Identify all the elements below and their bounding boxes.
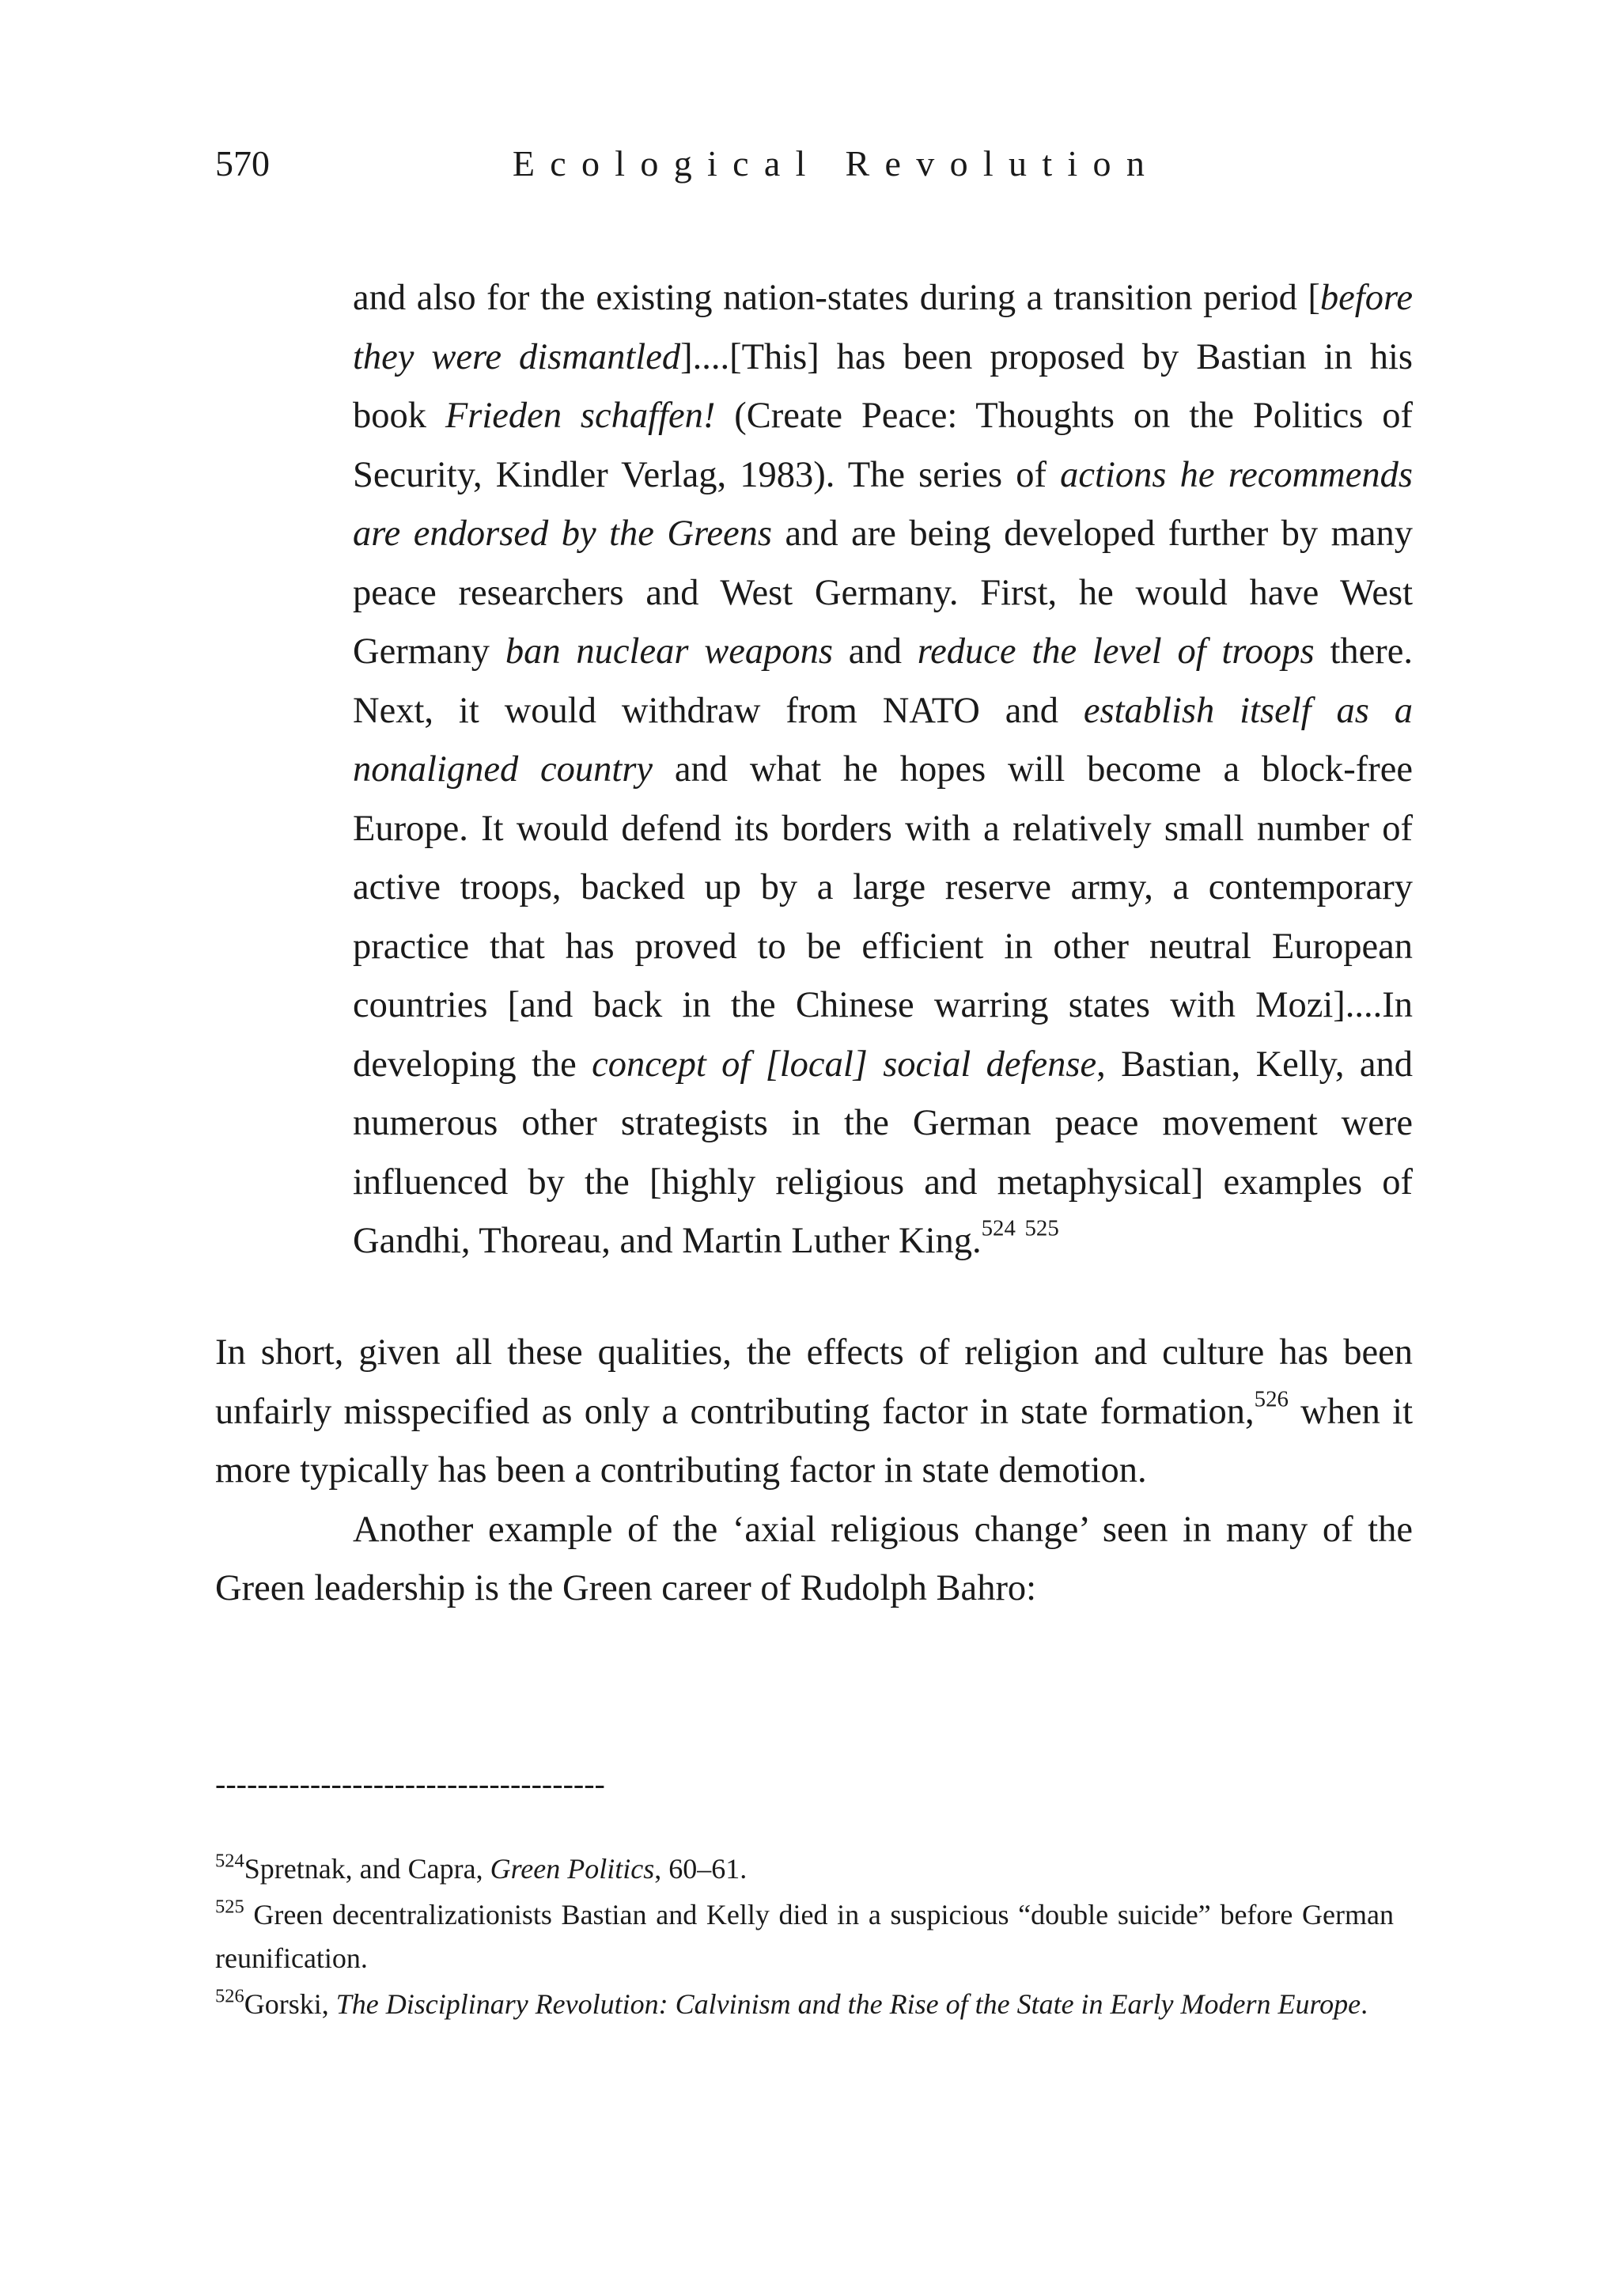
footnote-526 (215, 1983, 1394, 2026)
body-text-span: when it more typically has been a contributing factor in state demotion. (215, 1391, 1413, 1491)
quote-emphasis: ban nuclear weapons (505, 631, 833, 672)
footnote-number: 525 (215, 1896, 244, 1918)
quote-emphasis: before they were dismantled (353, 278, 1413, 377)
quote-emphasis: establish itself as a nonaligned country (353, 690, 1413, 790)
quote-text: there. Next, it would withdraw from NATO and (353, 631, 1414, 731)
footnote-text: Green decentralizationists Bastian and Kelly died in a suspicious “double suicide” before German reunification. (215, 1899, 1394, 1974)
page-header (215, 136, 1410, 191)
footnote-ref-526[interactable]: 526 (1254, 1385, 1289, 1411)
footnote-text: . (1361, 1988, 1368, 2020)
footnote-title: The Disciplinary Revolution: Calvinism and the Rise of the State in Early Modern Europe (335, 1988, 1361, 2020)
running-title: Ecological Revolution (512, 143, 1160, 184)
footnote-text: , 60–61. (654, 1853, 748, 1885)
footnote-ref-525[interactable]: 525 (1024, 1215, 1059, 1241)
block-quote-paragraph (353, 269, 1413, 1271)
footnote-text: Gorski, (244, 1988, 336, 2020)
block-quote (353, 269, 1413, 1271)
body-paragraph-1 (215, 1324, 1413, 1501)
quote-text: ]....[This] has been proposed by Bastian in his book (353, 336, 1413, 436)
footnote-number: 524 (215, 1850, 244, 1872)
quote-text: , Bastian, Kelly, and numerous other strategists in the German peace movement were influenced by the [highly religious and metaphysical] examples of Gandhi, Thoreau, and Martin Luther King. (353, 1044, 1413, 1261)
quote-text: and what he hopes will become a block-free Europe. It would defend its borders with a relatively small number of active troops, backed up by a large reserve army, a contemporary practice that has proved to be efficient in other neutral European countries [and back in the Chinese warring states with Mozi]....In developing the (353, 749, 1413, 1085)
body-text-span: In short, given all these qualities, the effects of religion and culture has been unfairly misspecified as only a contributing factor in state formation, (215, 1332, 1413, 1432)
quote-text: (Create Peace: Thoughts on the Politics of Security, Kindler Verlag, 1983). The series of (353, 396, 1413, 495)
body-paragraph-2: Another example of the ‘axial religious change’ seen in many of the Green leadership is the Green career of Rudolph Bahro: (215, 1509, 1413, 1608)
footnotes (215, 1847, 1394, 2029)
page-number: 570 (215, 143, 270, 184)
quote-text: and are being developed further by many peace researchers and West Germany. First, he would have West Germany (353, 513, 1413, 672)
book-title: Frieden schaffen! (445, 396, 716, 436)
footnote-ref-524[interactable]: 524 (981, 1215, 1016, 1241)
footnote-525 (215, 1893, 1394, 1980)
quote-emphasis: concept of [local] social defense (592, 1044, 1097, 1085)
footnote-number: 526 (215, 1985, 244, 2007)
quote-emphasis: reduce the level of troops (917, 631, 1315, 672)
footnote-text: Spretnak, and Capra, (244, 1853, 490, 1885)
quote-text: and also for the existing nation-states during a transition period [ (353, 278, 1320, 318)
footnote-title: Green Politics (490, 1853, 655, 1885)
footnote-separator: ------------------------------------- (215, 1766, 605, 1802)
body-text (215, 1324, 1413, 1619)
quote-text: and (833, 631, 918, 672)
quote-emphasis: actions he recommends are endorsed by the Greens (353, 454, 1413, 554)
footnote-524 (215, 1847, 1394, 1891)
